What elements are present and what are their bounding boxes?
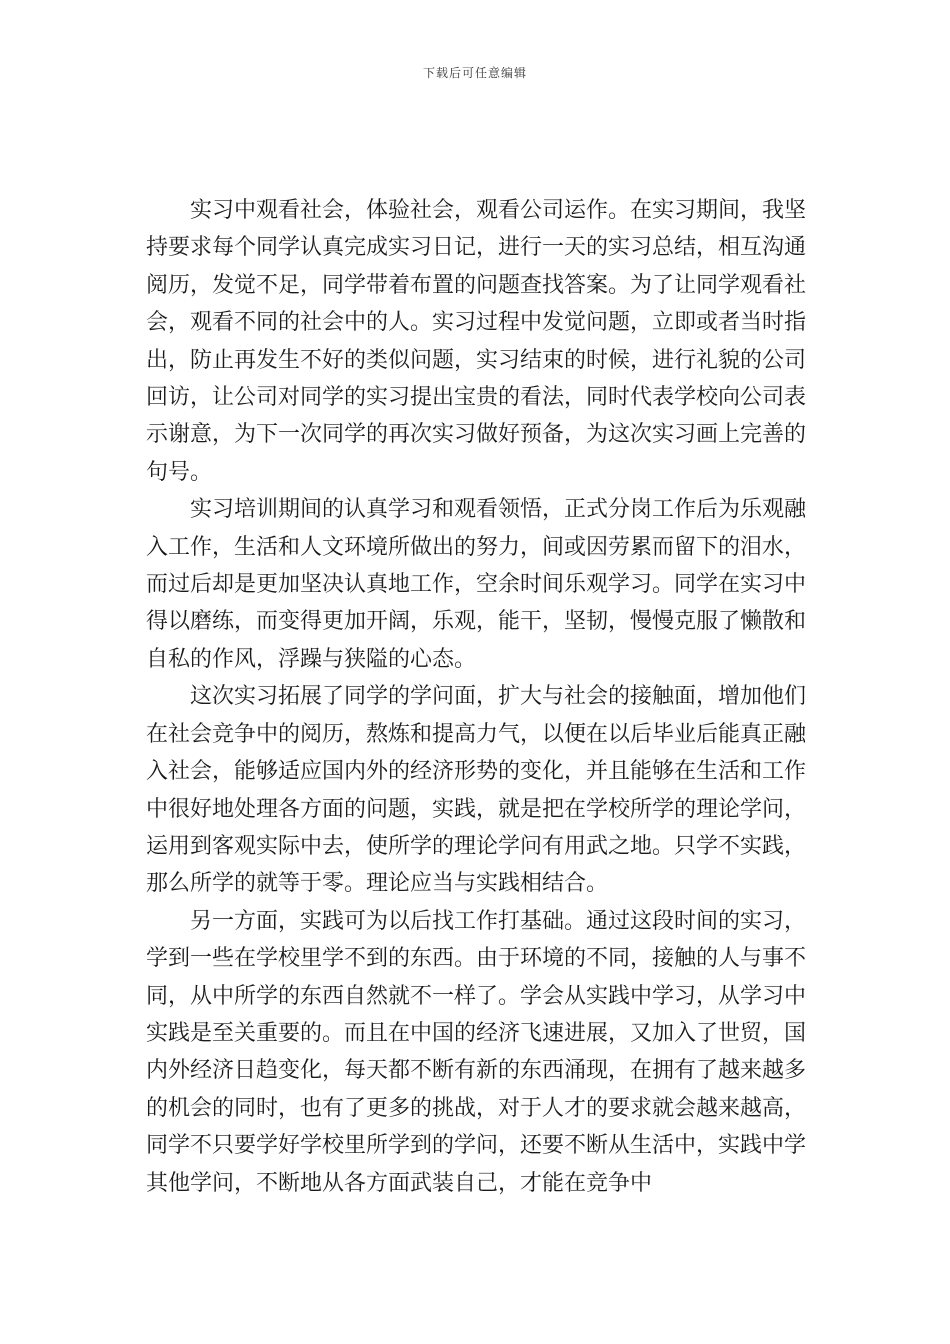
- document-body: [146, 192, 806, 1202]
- paragraph-4: 另一方面，实践可为以后找工作打基础。通过这段时间的实习，学到一些在学校里学不到的东西。由于环境的不同，接触的人与事不同，从中所学的东西自然就不一样了。学会从实践中学习，从学习中实践是至关重要的。而且在中国的经济飞速进展，又加入了世贸，国内外经济日趋变化，每天都不断有新的东西涌现，在拥有了越来越多的机会的同时，也有了更多的挑战，对于人才的要求就会越来越高，同学不只要学好学校里所学到的学问，还要不断从生活中，实践中学其他学问，不断地从各方面武装自己，才能在竞争中: [146, 908, 807, 1196]
- paragraph-1: 实习中观看社会，体验社会，观看公司运作。在实习期间，我坚持要求每个同学认真完成实习日记，进行一天的实习总结，相互沟通阅历，发觉不足，同学带着布置的问题查找答案。为了让同学观看社会，观看不同的社会中的人。实习过程中发觉问题，立即或者当时指出，防止再发生不好的类似问题，实习结束的时候，进行礼貌的公司回访，让公司对同学的实习提出宝贵的看法，同时代表学校向公司表示谢意，为下一次同学的再次实习做好预备，为这次实习画上完善的句号。: [146, 198, 807, 485]
- paragraph-3: 这次实习拓展了同学的学问面，扩大与社会的接触面，增加他们在社会竞争中的阅历，熬炼和提高力气，以便在以后毕业后能真正融入社会，能够适应国内外的经济形势的变化，并且能够在生活和工作中很好地处理各方面的问题，实践，就是把在学校所学的理论学问，运用到客观实际中去，使所学的理论学问有用武之地。只学不实践，那么所学的就等于零。理论应当与实践相结合。: [146, 684, 807, 897]
- paragraph-2: 实习培训期间的认真学习和观看领悟，正式分岗工作后为乐观融入工作，生活和人文环境所做出的努力，间或因劳累而留下的泪水，而过后却是更加坚决认真地工作，空余时间乐观学习。同学在实习中得以磨练，而变得更加开阔，乐观，能干，坚韧，慢慢克服了懒散和自私的作风，浮躁与狭隘的心态。: [146, 497, 807, 672]
- page-header: 下载后可任意编辑: [422, 66, 527, 80]
